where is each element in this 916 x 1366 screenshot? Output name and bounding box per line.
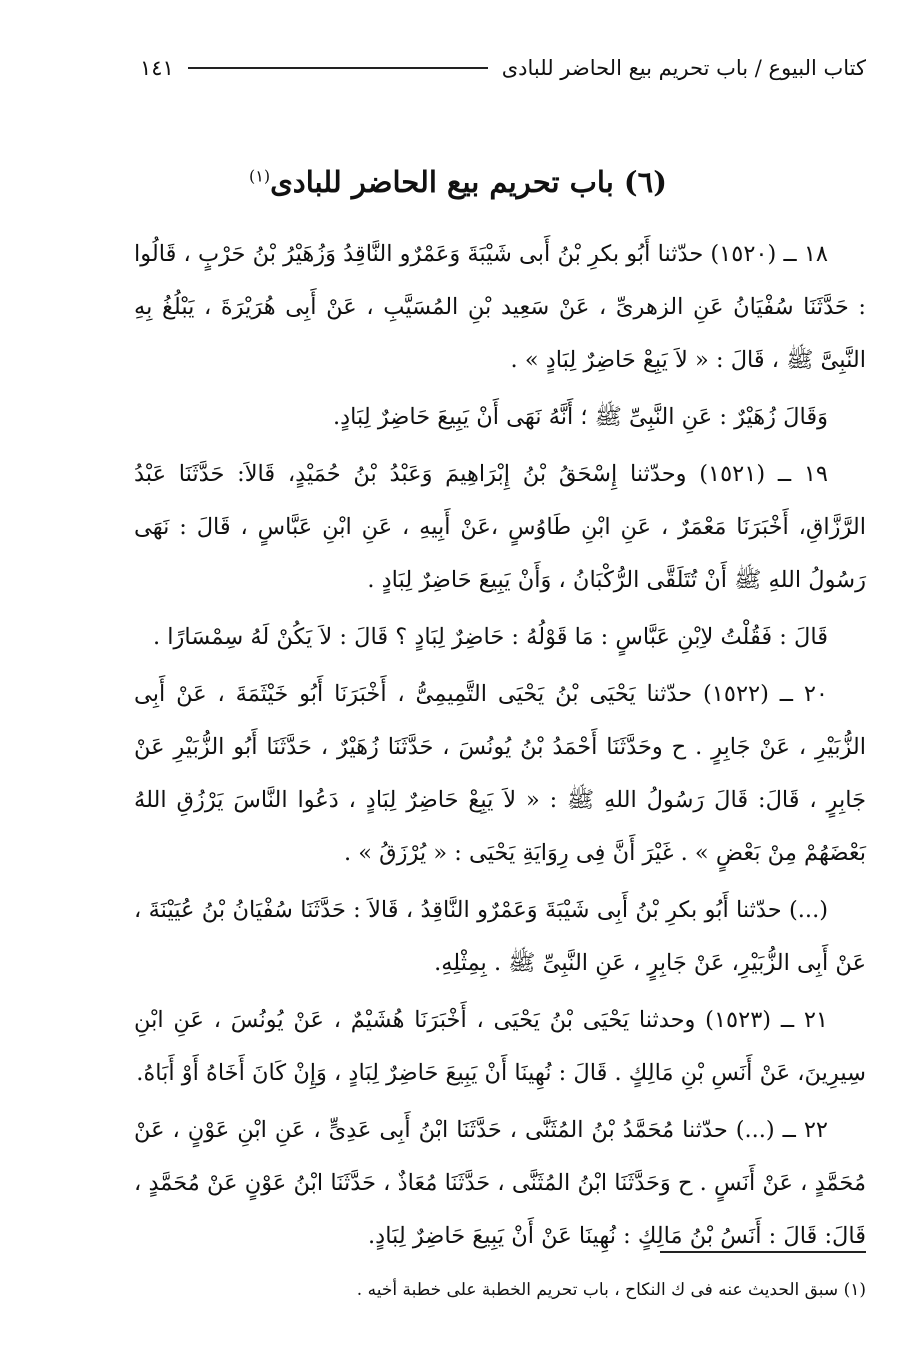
chapter-title — [0, 165, 916, 199]
hadith-paragraph: (...) حدّثنا أَبُو بكرِ بْنُ أَبِى شَيْبَةَ وَعَمْرٌو النَّاقِدُ ، قَالاَ : حَدَّثَنَا سُفْيَانُ بْنُ عُيَيْنَةَ ، عَنْ أَبِى الزُّبَيْرِ، عَنْ جَابِرٍ ، عَنِ النَّبِىِّ ﷺ . بِمِثْلِهِ. — [134, 897, 866, 976]
chapter-footnote-mark: (١) — [249, 166, 271, 186]
footnote: (١) سبق الحديث عنه فى ك النكاح ، باب تحريم الخطبة على خطبة أخيه . — [356, 1280, 866, 1300]
hadith-paragraph: ١٨ ــ (١٥٢٠) حدّثنا أَبُو بكرِ بْنُ أَبى شَيْبَةَ وَعَمْرٌو النَّاقِدُ وَزُهَيْرُ بْنُ حَرْبٍ ، قَالُوا : حَدَّثَنَا سُفْيَانُ عَنِ الزهرىِّ ، عَنْ سَعِيد بْنِ المُسَيَّبِ ، عَنْ أَبِى هُرَيْرَةَ ، يَبْلُغُ بِهِ النَّبِىَّ ﷺ ، قَالَ : « لاَ يَبِعْ حَاضِرٌ لِبَادٍ » . — [134, 241, 866, 373]
hadith-body — [134, 228, 866, 1267]
chapter-title-text: (٦) باب تحريم بيع الحاضر للبادى — [270, 165, 667, 199]
hadith-paragraph: قَالَ : فَقُلْتُ لاِبْنِ عَبَّاسٍ : مَا قَوْلُهُ : حَاضِرٌ لِبَادٍ ؟ قَالَ : لاَ يَكُنْ لَهُ سِمْسَارًا . — [153, 624, 828, 650]
hadith-paragraph: ٢١ ــ (١٥٢٣) وحدثنا يَحْيَى بْنُ يَحْيَى ، أَخْبَرَنَا هُشَيْمٌ ، عَنْ يُونُسَ ، عَنِ ابْنِ سِيرِينَ، عَنْ أَنَسِ بْنِ مَالِكٍ . قَالَ : نُهِينَا أَنْ يَبِيعَ حَاضِرٌ لِبَادٍ ، وَإِنْ كَانَ أَخَاهُ أَوْ أَبَاهُ. — [134, 1007, 866, 1086]
hadith-paragraph: ٢٢ ــ (...) حدّثنا مُحَمَّدُ بْنُ المُثَنَّى ، حَدَّثَنَا ابْنُ أَبِى عَدِىٍّ ، عَنِ ابْنِ عَوْنٍ ، عَنْ مُحَمَّدٍ ، عَنْ أَنَسٍ . ح وَحَدَّثَنَا ابْنُ المُثَنَّى ، حَدَّثَنَا مُعَاذٌ ، حَدَّثَنَا ابْنُ عَوْنٍ عَنْ مُحَمَّدٍ ، قَالَ: قَالَ : أَنَسُ بْنُ مَالِكٍ : نُهِينَا عَنْ أَنْ يَبِيعَ حَاضِرٌ لِبَادٍ. — [134, 1117, 866, 1249]
hadith-paragraph: وَقَالَ زُهَيْرٌ : عَنِ النَّبِىِّ ﷺ ؛ أَنَّهُ نَهَى أَنْ يَبِيعَ حَاضِرٌ لِبَادٍ. — [333, 404, 828, 430]
hadith-paragraph: ٢٠ ــ (١٥٢٢) حدّثنا يَحْيَى بْنُ يَحْيَى التَّمِيمِىُّ ، أَخْبَرَنَا أَبُو خَيْثَمَةَ ، عَنْ أَبِى الزُّبَيْرِ ، عَنْ جَابِرٍ . ح وحَدَّثَنَا أَحْمَدُ بْنُ يُونُسَ ، حَدَّثَنَا زُهَيْرٌ ، حَدَّثَنَا أَبُو الزُّبَيْرِ عَنْ جَابِرٍ ، قَالَ: قَالَ رَسُولُ اللهِ ﷺ : « لاَ يَبِعْ حَاضِرٌ لِبَادٍ ، دَعُوا النَّاسَ يَرْزُقِ اللهُ بَعْضَهُمْ مِنْ بَعْضٍ » . غَيْرَ أَنَّ فِى رِوَايَةِ يَحْيَى : « يُرْزَقُ » . — [134, 681, 866, 866]
hadith-paragraph: ١٩ ــ (١٥٢١) وحدّثنا إِسْحَقُ بْنُ إِبْرَاهِيمَ وَعَبْدُ بْنُ حُمَيْدٍ، قَالاَ: حَدَّثَنَا عَبْدُ الرَّزَّاقِ، أَخْبَرَنَا مَعْمَرٌ ، عَنِ ابْنِ طَاوُسٍ ،عَنْ أَبِيهِ ، عَنِ ابْنِ عَبَّاسٍ ، قَالَ : نَهَى رَسُولُ اللهِ ﷺ أَنْ تُتَلَقَّى الرُّكْبَانُ ، وَأَنْ يَبِيعَ حَاضِرٌ لِبَادٍ . — [134, 461, 866, 593]
running-header — [140, 56, 866, 80]
page-number: ١٤١ — [140, 56, 174, 80]
running-title: كتاب البيوع / باب تحريم بيع الحاضر للبادى — [501, 56, 866, 80]
footnote-rule — [660, 1251, 866, 1253]
header-rule — [188, 67, 488, 69]
